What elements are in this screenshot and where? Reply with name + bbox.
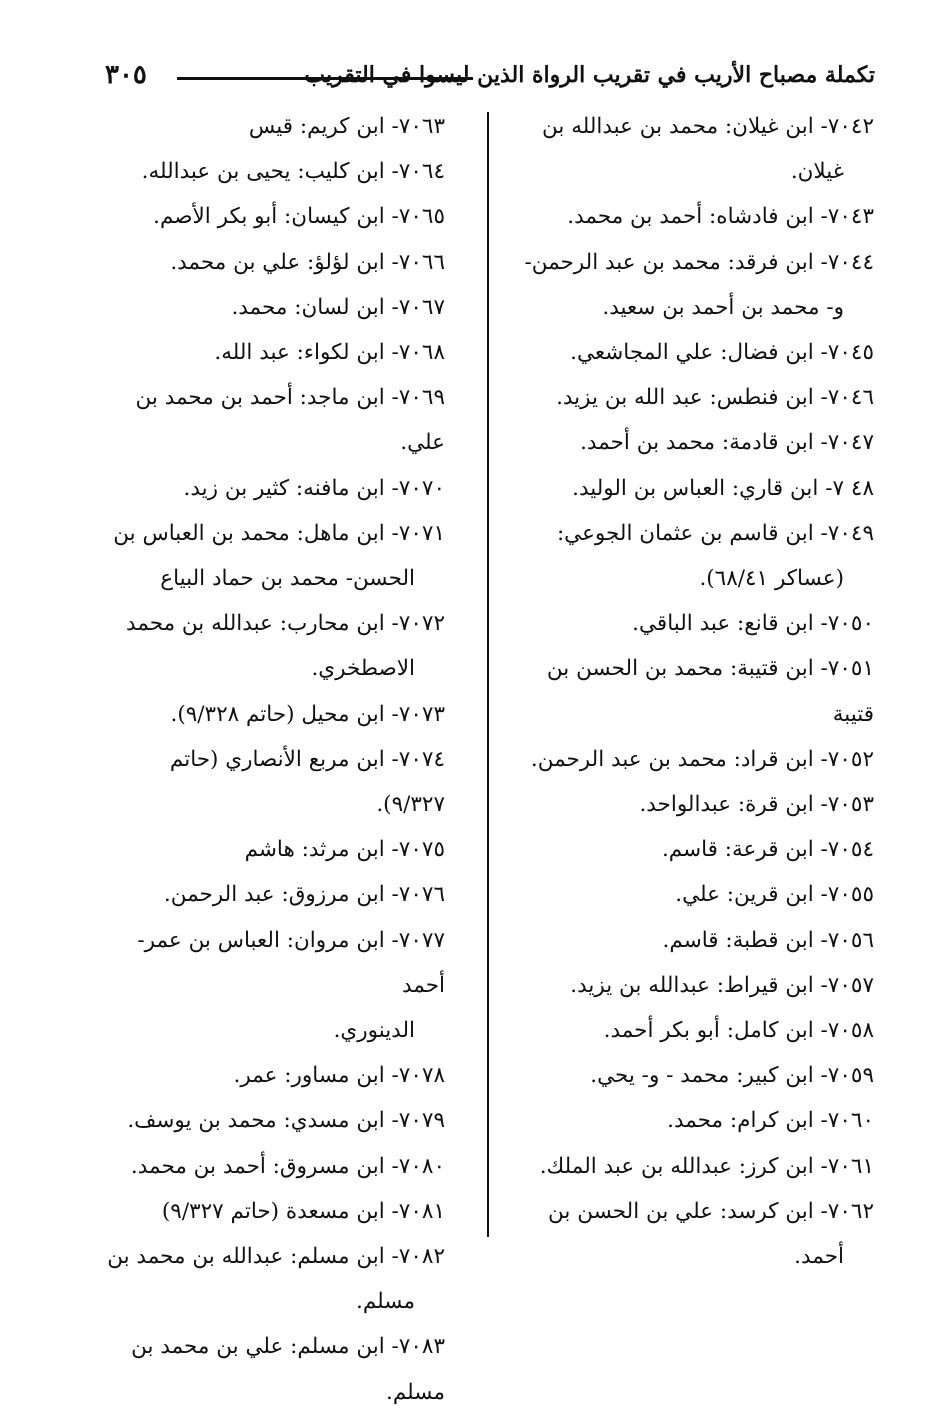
entry-line: ٧٠٥٥- ابن قرين: علي. [675,882,874,908]
entry-line: ٧٠٧٩- ابن مسدي: محمد بن يوسف. [127,1108,445,1134]
entry-line: ٧٠٨٢- ابن مسلم: عبدالله بن محمد بن [107,1244,445,1270]
entry-line: ٧٠٦٤- ابن كليب: يحيى بن عبدالله. [141,159,445,185]
entry-line: ٧٠٧٢- ابن محارب: عبدالله بن محمد [125,611,445,637]
entry-line: ٧٠٧٤- ابن مربع الأنصاري (حاتم ٩/٣٢٧). [169,746,445,818]
entry-line: مسلم. [356,1289,415,1315]
entry-line: ٧٠٥٠- ابن قانع: عبد الباقي. [632,611,874,637]
entry-line: ٧٠٥٧- ابن قيراط: عبدالله بن يزيد. [570,972,874,998]
entry-line: ٧٠٦١- ابن كرز: عبدالله بن عبد الملك. [539,1153,874,1179]
entry-line: ٧٠٧٧- ابن مروان: العباس بن عمر-أحمد [137,927,445,998]
entry-line: الاصطخري. [311,656,415,682]
entry-line: ٧٠٧٣- ابن محيل (حاتم ٩/٣٢٨). [170,701,445,727]
entry-line: ٧٠٥٩- ابن كبير: محمد - و- يحي. [590,1063,874,1089]
entry-line: ٧٠٥٣- ابن قرة: عبدالواحد. [639,792,874,818]
entry-line: ٧٠٦٦- ابن لؤلؤ: علي بن محمد. [170,249,445,275]
entry-line: ٧٠٤٢- ابن غيلان: محمد بن عبدالله بن [542,114,874,139]
entry-line: ٧٠٨٠- ابن مسروق: أحمد بن محمد. [130,1153,445,1179]
entry-line: ٧٠٤٧- ابن قادمة: محمد بن أحمد. [580,430,874,456]
page-header [105,58,875,98]
entry-line: ٧٠٨٣- ابن مسلم: علي بن محمد بن مسلم. [131,1334,445,1405]
entry-line: ٧٠٦٥- ابن كيسان: أبو بكر الأصم. [153,204,445,230]
entry-line: أحمد. [794,1244,844,1270]
entry-line: غيلان. [790,159,844,185]
entry-line: ٧٠٤٦- ابن فنطس: عبد الله بن يزيد. [556,385,874,411]
entry-line: ٧٠٧٨- ابن مساور: عمر. [233,1063,445,1089]
right-column [504,104,874,1279]
entry-line: الحسن- محمد بن حماد البياع [160,566,415,592]
entry-line: ٧٠٧٥- ابن مرثد: هاشم [244,837,445,863]
entry-line: ٧٠٦٨- ابن لكواء: عبد الله. [214,340,445,366]
entry-line: ٧٠٥٤- ابن قرعة: قاسم. [661,837,874,863]
entry-line: ٧٠٧٦- ابن مرزوق: عبد الرحمن. [163,882,445,908]
entry-line: ٧٠٦٢- ابن كرسد: علي بن الحسن بن [548,1198,874,1224]
entry-line: ٧٠٧٠- ابن مافنه: كثير بن زيد. [183,475,445,501]
entry-line: ٧٠٦٩- ابن ماجد: أحمد بن محمد بن علي. [135,385,445,456]
entry-line: ٧٠٤٥- ابن فضال: علي المجاشعي. [570,340,874,366]
entry-line: ٧٠٥٢- ابن قراد: محمد بن عبد الرحمن. [530,746,874,772]
entry-line: الدينوري. [333,1018,415,1044]
running-title: تكملة مصباح الأريب في تقريب الرواة الذين ليسوا في التقريب [304,62,875,88]
entry-line: ٧٠٧١- ابن ماهل: محمد بن العباس بن [113,520,445,546]
entry-line: ٧٠٨١- ابن مسعدة (حاتم ٩/٣٢٧) [161,1198,445,1224]
entry-line: ٧٠٥٨- ابن كامل: أبو بكر أحمد. [603,1018,874,1044]
entry-line: ٧٠٥٦- ابن قطبة: قاسم. [662,927,874,953]
entry-line: ٧٠٦٧- ابن لسان: محمد. [231,294,445,320]
entry-line: ٤٨ ٧- ابن قاري: العباس بن الوليد. [572,475,874,501]
column-divider [487,112,489,1237]
entry-line: ٧٠٤٤- ابن فرقد: محمد بن عبد الرحمن- [524,249,874,275]
entry-line: ٧٠٤٩- ابن قاسم بن عثمان الجوعي: [556,520,874,546]
header-rule [177,77,473,80]
entry-line: و- محمد بن أحمد بن سعيد. [602,294,844,320]
entry-line: ٧٠٤٣- ابن فادشاه: أحمد بن محمد. [567,204,874,230]
entry-line: ٧٠٦٣- ابن كريم: قيس [248,114,445,139]
entry-line: ٧٠٥١- ابن قتيبة: محمد بن الحسن بن قتيبة [546,656,874,727]
entry-line: ٧٠٦٠- ابن كرام: محمد. [667,1108,874,1134]
page-number: ٣٠٥ [105,60,147,90]
entry-line: (عساكر ٦٨/٤١). [699,566,844,592]
left-column [105,104,445,1415]
